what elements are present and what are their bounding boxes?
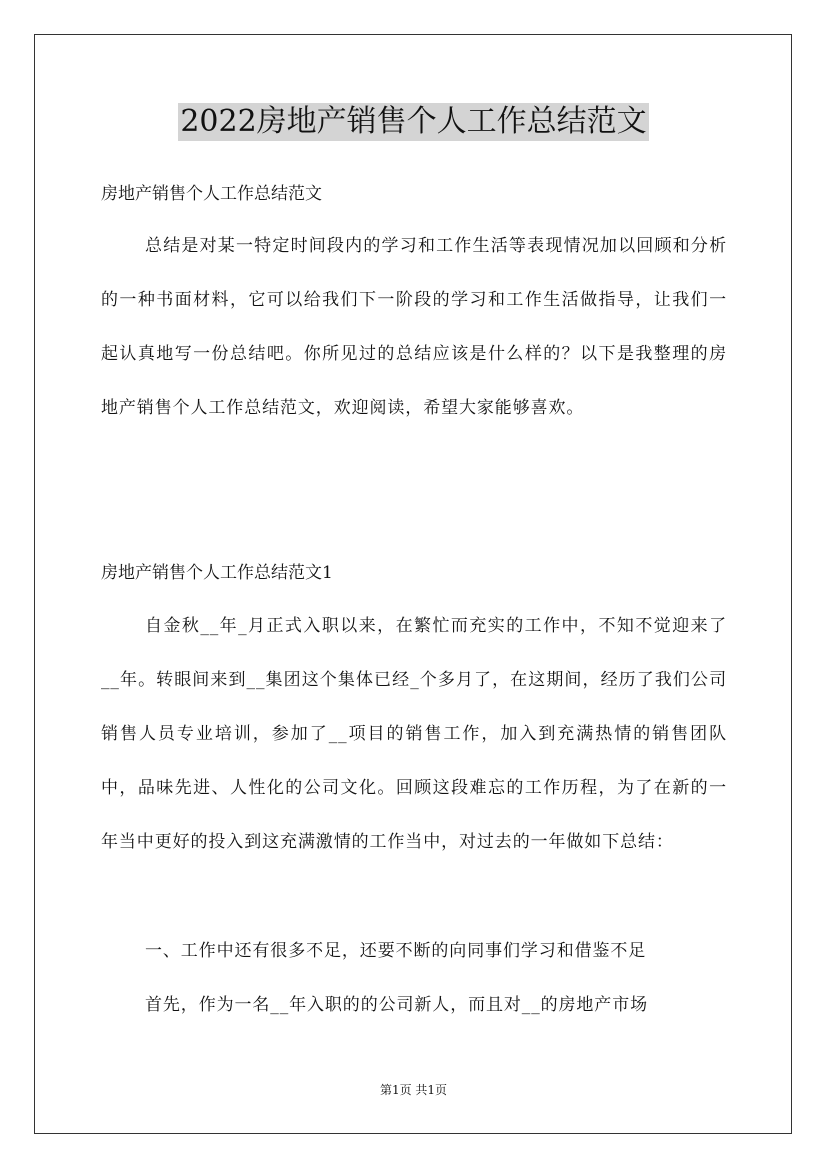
intro-paragraph: 总结是对某一特定时间段内的学习和工作生活等表现情况加以回顾和分析的一种书面材料，它可以给我们下一阶段的学习和工作生活做指导，让我们一起认真地写一份总结吧。你所见过的总结应该是什么样的？以下是我整理的房地产销售个人工作总结范文，欢迎阅读，希望大家能够喜欢。	[101, 236, 727, 418]
title-container	[0, 103, 827, 141]
section-heading: 房地产销售个人工作总结范文1	[101, 563, 333, 583]
point-heading: 一、工作中还有很多不足，还要不断的向同事们学习和借鉴不足	[145, 941, 647, 961]
section-paragraph: 自金秋__年_月正式入职以来，在繁忙而充实的工作中，不知不觉迎来了__年。转眼间来到__集团这个集体已经_个多月了，在这期间，经历了我们公司销售人员专业培训，参加了__项目的销售工作，加入到充满热情的销售团队中，品味先进、人性化的公司文化。回顾这段难忘的工作历程，为了在新的一年当中更好的投入到这充满激情的工作当中，对过去的一年做如下总结：	[101, 616, 727, 852]
page-footer: 第1页 共1页	[379, 1083, 448, 1097]
document-title: 2022房地产销售个人工作总结范文	[180, 104, 647, 139]
point-paragraph: 首先，作为一名__年入职的的公司新人，而且对__的房地产市场	[145, 995, 648, 1015]
subtitle: 房地产销售个人工作总结范文	[101, 184, 322, 204]
